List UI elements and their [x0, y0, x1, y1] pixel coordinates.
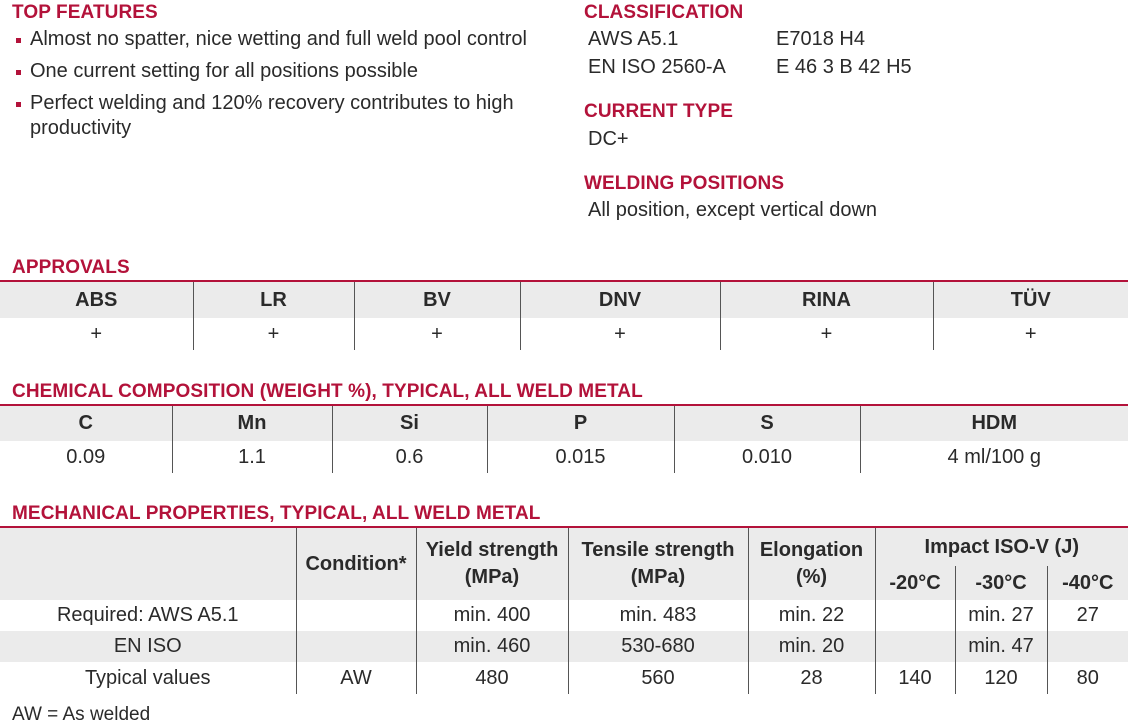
mech-cell: 140 [875, 662, 955, 694]
mech-cell [296, 600, 416, 631]
mech-header-temp: -40°C [1047, 566, 1128, 600]
table-row [0, 662, 1128, 694]
mech-cell: AW [296, 662, 416, 694]
classification-grid [588, 28, 976, 79]
table-row [0, 631, 1128, 662]
mech-cell [875, 600, 955, 631]
bullet-icon [16, 38, 21, 43]
chemical-value: 4 ml/100 g [860, 441, 1128, 473]
mech-cell: min. 20 [748, 631, 875, 662]
approval-value: + [193, 318, 354, 350]
chemical-value: 0.09 [66, 445, 106, 468]
top-features-heading: TOP FEATURES [12, 2, 158, 23]
approval-header: TÜV [933, 282, 1128, 318]
approval-header: BV [354, 282, 520, 318]
chemical-value: 0.015 [487, 441, 674, 473]
chemical-header: C [0, 406, 172, 441]
table-row [0, 406, 1128, 441]
chemical-header: Mn [172, 406, 332, 441]
mech-cell: 560 [568, 662, 748, 694]
table-row [0, 528, 1128, 566]
approval-value: + [720, 318, 933, 350]
approval-value: + [90, 322, 103, 345]
mech-header-impact: Impact ISO-V (J) [875, 528, 1128, 566]
approval-header: ABS [0, 282, 193, 318]
approvals-table [0, 282, 1128, 350]
table-row [0, 282, 1128, 318]
approvals-heading: APPROVALS [12, 257, 130, 278]
mech-cell: 80 [1047, 662, 1128, 694]
welding-positions-value: All position, except vertical down [588, 199, 878, 221]
mech-cell: 27 [1047, 600, 1128, 631]
approval-value: + [354, 318, 520, 350]
table-row [0, 600, 1128, 631]
mech-header-condition: Condition* [296, 528, 416, 600]
classification-standard: EN ISO 2560-A [588, 56, 726, 78]
mech-cell: 530-680 [568, 631, 748, 662]
approval-header: DNV [520, 282, 720, 318]
table-row [0, 318, 1128, 350]
mech-cell: min. 47 [955, 631, 1047, 662]
mech-cell [296, 631, 416, 662]
chemical-value: 0.6 [332, 441, 487, 473]
approval-header: LR [193, 282, 354, 318]
list-item: Almost no spatter, nice wetting and full weld pool control [16, 27, 546, 52]
mech-cell: min. 460 [416, 631, 568, 662]
mech-header-temp: -30°C [955, 566, 1047, 600]
classification-heading: CLASSIFICATION [584, 2, 744, 23]
mech-cell: min. 27 [955, 600, 1047, 631]
mechanical-heading: MECHANICAL PROPERTIES, TYPICAL, ALL WELD METAL [12, 503, 541, 524]
approval-value: + [933, 318, 1128, 350]
top-features-list [16, 27, 546, 148]
chemical-header: Si [332, 406, 487, 441]
classification-standard: AWS A5.1 [588, 28, 679, 50]
chemical-header: S [674, 406, 860, 441]
chemical-table [0, 406, 1128, 473]
current-type-heading: CURRENT TYPE [584, 101, 733, 122]
mech-cell: min. 22 [748, 600, 875, 631]
chemical-value: 1.1 [172, 441, 332, 473]
chemical-value: 0.010 [674, 441, 860, 473]
mech-row-label: Typical values [84, 666, 211, 689]
classification-value: E 46 3 B 42 H5 [776, 56, 912, 78]
mech-header-yield: Yield strength (MPa) [416, 528, 568, 600]
bullet-icon [16, 70, 21, 75]
list-item: Perfect welding and 120% recovery contributes to high productivity [16, 91, 546, 141]
mech-cell: 28 [748, 662, 875, 694]
mech-cell: min. 400 [416, 600, 568, 631]
classification-value: E7018 H4 [776, 28, 865, 50]
mech-header-tensile: Tensile strength (MPa) [568, 528, 748, 600]
chemical-header: HDM [860, 406, 1128, 441]
mech-cell [875, 631, 955, 662]
approval-value: + [520, 318, 720, 350]
mech-cell [1047, 631, 1128, 662]
mech-row-label: Required: AWS A5.1 [56, 604, 239, 626]
mech-header-temp: -20°C [875, 566, 955, 600]
mech-cell: 480 [416, 662, 568, 694]
mech-header-blank [0, 528, 296, 600]
chemical-heading: CHEMICAL COMPOSITION (WEIGHT %), TYPICAL, ALL WELD METAL [12, 381, 643, 402]
chemical-header: P [487, 406, 674, 441]
list-item: One current setting for all positions possible [16, 59, 546, 84]
mechanical-table [0, 528, 1128, 694]
footnote: AW = As welded [12, 704, 151, 725]
mech-cell: min. 483 [568, 600, 748, 631]
table-row [0, 441, 1128, 473]
mech-row-label: EN ISO [113, 635, 182, 657]
approval-header: RINA [720, 282, 933, 318]
current-type-value: DC+ [588, 128, 629, 150]
bullet-icon [16, 102, 21, 107]
mech-header-elongation: Elongation (%) [748, 528, 875, 600]
welding-positions-heading: WELDING POSITIONS [584, 173, 785, 194]
mech-cell: 120 [955, 662, 1047, 694]
